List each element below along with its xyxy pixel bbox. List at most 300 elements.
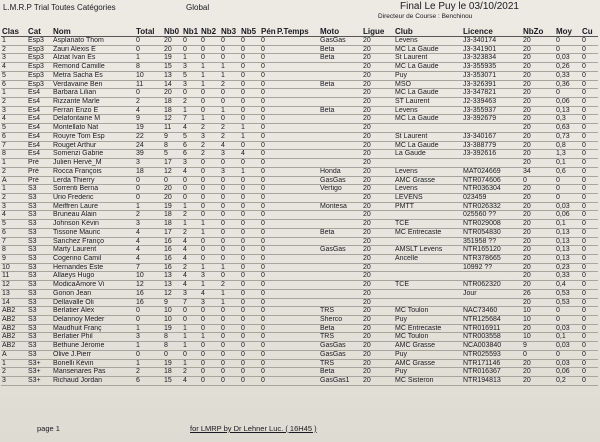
cell-nb1: 7 [182, 115, 200, 124]
cell-nb0: 9 [163, 132, 182, 141]
cell-total: 12 [135, 281, 163, 290]
cell-nb5: 0 [240, 63, 260, 72]
cell-moto [319, 220, 362, 229]
cell-total: 0 [135, 176, 163, 185]
cell-total: 10 [135, 272, 163, 281]
col-header-pen: Pén [261, 26, 276, 36]
cell-moto [319, 115, 362, 124]
cell-nb5: 0 [240, 159, 260, 168]
cell-total: 0 [135, 45, 163, 54]
cell-clas: AB2 [1, 324, 27, 333]
cell-club [394, 237, 462, 246]
cell-moto: Honda [319, 167, 362, 176]
cell-nbzo: 20 [522, 263, 555, 272]
col-header-total: Total [135, 26, 163, 37]
cell-nbzo: 20 [522, 159, 555, 168]
cell-moy: 0 [555, 316, 581, 325]
cell-nb3: 1 [220, 71, 240, 80]
cell-licence: NTR171146 [462, 359, 522, 368]
cell-cu: 0 [581, 150, 598, 159]
cell-ptemps [276, 324, 319, 333]
cell-cat: Es4 [27, 124, 52, 133]
cell-ptemps [276, 98, 319, 107]
cell-moy: 0,6 [555, 167, 581, 176]
cell-cat: Es4 [27, 150, 52, 159]
cell-nb5: 0 [240, 307, 260, 316]
cell-moy: 0 [555, 37, 581, 46]
cell-nb3: 0 [220, 98, 240, 107]
cell-nb0: 5 [163, 150, 182, 159]
cell-ligue: 20 [362, 246, 394, 255]
cell-clas: 10 [1, 263, 27, 272]
cell-nb5: 0 [240, 80, 260, 89]
col-header-nb3: Nb3 [220, 26, 240, 37]
cell-ligue: 20 [362, 359, 394, 368]
cell-cu: 0 [581, 167, 598, 176]
cell-ligue: 20 [362, 254, 394, 263]
table-row [1, 263, 598, 272]
cell-total: 16 [135, 298, 163, 307]
cell-moy: 0,03 [555, 324, 581, 333]
cell-licence: J3-353071 [462, 71, 522, 80]
cell-nbzo: 20 [522, 324, 555, 333]
cell-nom: Delafontaine M [52, 115, 135, 124]
cell-ligue: 20 [362, 106, 394, 115]
cell-ligue: 20 [362, 228, 394, 237]
cell-nb2: 0 [200, 159, 220, 168]
cell-moy: 0,1 [555, 220, 581, 229]
cell-cu: 0 [581, 350, 598, 359]
cell-moto: Beta [319, 368, 362, 377]
cell-ptemps [276, 141, 319, 150]
cell-nbzo: 20 [522, 368, 555, 377]
cell-nb2: 1 [200, 228, 220, 237]
cell-moy: 0,03 [555, 54, 581, 63]
table-row [1, 167, 598, 176]
cell-nb0: 18 [163, 98, 182, 107]
cell-clas: 2 [1, 45, 27, 54]
cell-ligue: 20 [362, 307, 394, 316]
cell-total: 2 [135, 98, 163, 107]
cell-nb1: 3 [182, 63, 200, 72]
cell-moto [319, 98, 362, 107]
cell-cat: Esp3 [27, 80, 52, 89]
cell-nom: Bethune Jérome [52, 342, 135, 351]
cell-ligue: 20 [362, 202, 394, 211]
cell-nbzo: 20 [522, 211, 555, 220]
cell-ligue: 20 [362, 71, 394, 80]
cell-clas: 5 [1, 71, 27, 80]
cell-clas: 1 [1, 37, 27, 46]
cell-nb1: 4 [182, 254, 200, 263]
cell-clas: A [1, 350, 27, 359]
cell-clas: AB2 [1, 307, 27, 316]
cell-nb3: 2 [220, 80, 240, 89]
cell-nb2: 0 [200, 176, 220, 185]
cell-licence: NTR378665 [462, 254, 522, 263]
table-row [1, 237, 598, 246]
col-header-moy: Moy [555, 26, 581, 37]
cell-moy: 0,06 [555, 368, 581, 377]
cell-club: AMSLT Levens [394, 246, 462, 255]
cell-licence: J3-392616 [462, 150, 522, 159]
cell-ptemps [276, 272, 319, 281]
cell-ligue: 20 [362, 150, 394, 159]
cell-club: Levens [394, 37, 462, 46]
cell-cat: S3 [27, 211, 52, 220]
cell-nb5: 0 [240, 377, 260, 386]
cell-ptemps [276, 368, 319, 377]
cell-nbzo: 20 [522, 98, 555, 107]
cell-nbzo: 10 [522, 307, 555, 316]
cell-total: 4 [135, 106, 163, 115]
table-row [1, 377, 598, 386]
cell-nb0: 12 [163, 289, 182, 298]
cell-cat: Esp3 [27, 54, 52, 63]
cell-nb3: 0 [220, 246, 240, 255]
cell-nom: Somenzi Gabrie [52, 150, 135, 159]
cell-moy: 0,23 [555, 263, 581, 272]
cell-ptemps [276, 132, 319, 141]
cell-nb2: 0 [200, 89, 220, 98]
cell-moto [319, 150, 362, 159]
cell-ligue: 20 [362, 159, 394, 168]
cell-ligue: 20 [362, 37, 394, 46]
cell-pen: 0 [260, 237, 276, 246]
cell-nb2: 0 [200, 368, 220, 377]
cell-clas: 5 [1, 124, 27, 133]
cell-cat: Es4 [27, 98, 52, 107]
cell-moy: 0,13 [555, 246, 581, 255]
cell-nb3: 0 [220, 228, 240, 237]
cell-nb1: 2 [182, 211, 200, 220]
cell-nom: Maudhuit Franç [52, 324, 135, 333]
cell-nbzo: 0 [522, 350, 555, 359]
category-title: Global [186, 3, 210, 12]
cell-moto [319, 298, 362, 307]
cell-nb5: 0 [240, 98, 260, 107]
cell-total: 0 [135, 185, 163, 194]
cell-nb5: 0 [240, 368, 260, 377]
cell-nbzo: 20 [522, 246, 555, 255]
cell-nb0: 18 [163, 220, 182, 229]
cell-licence: J3-341901 [462, 45, 522, 54]
cell-moto: GasGas [319, 246, 362, 255]
cell-pen: 0 [260, 246, 276, 255]
cell-nb3: 2 [220, 281, 240, 290]
cell-nb3: 0 [220, 193, 240, 202]
cell-nbzo: 20 [522, 237, 555, 246]
cell-nb1: 4 [182, 281, 200, 290]
table-row [1, 124, 598, 133]
cell-total: 7 [135, 263, 163, 272]
cell-nb3: 1 [220, 289, 240, 298]
cell-nb5: 0 [240, 342, 260, 351]
cell-nb2: 0 [200, 342, 220, 351]
cell-clas: 4 [1, 63, 27, 72]
cell-nb3: 0 [220, 368, 240, 377]
cell-nb5: 0 [240, 45, 260, 54]
cell-cat: S3 [27, 185, 52, 194]
cell-cu: 0 [581, 298, 598, 307]
cell-nom: Rouget Arthur [52, 141, 135, 150]
cell-nb5: 0 [240, 71, 260, 80]
cell-cu: 0 [581, 202, 598, 211]
cell-nbzo: 20 [522, 45, 555, 54]
cell-nb3: 0 [220, 176, 240, 185]
cell-moto [319, 132, 362, 141]
col-header-nb5: Nb5 [240, 26, 260, 37]
cell-clas: 3 [1, 54, 27, 63]
table-row [1, 98, 598, 107]
cell-licence: NAC73460 [462, 307, 522, 316]
cell-club: Puy [394, 71, 462, 80]
cell-licence [462, 272, 522, 281]
cell-total: 0 [135, 316, 163, 325]
cell-ligue: 20 [362, 211, 394, 220]
cell-clas: 4 [1, 211, 27, 220]
cell-nb0: 20 [163, 89, 182, 98]
cell-ptemps [276, 228, 319, 237]
cell-pen: 0 [260, 63, 276, 72]
cell-pen: 0 [260, 281, 276, 290]
cell-nbzo: 20 [522, 63, 555, 72]
cell-cu: 0 [581, 377, 598, 386]
cell-total: 22 [135, 132, 163, 141]
cell-ligue: 20 [362, 272, 394, 281]
cell-clas: AB2 [1, 316, 27, 325]
cell-nom: Rouyre Tom Esp [52, 132, 135, 141]
cell-ptemps [276, 89, 319, 98]
cell-clas: 1 [1, 159, 27, 168]
cell-nb5: 0 [240, 289, 260, 298]
cell-nb2: 0 [200, 193, 220, 202]
cell-moy: 0,13 [555, 237, 581, 246]
cell-cu: 0 [581, 254, 598, 263]
cell-moy: 0,53 [555, 289, 581, 298]
cell-nb5: 0 [240, 115, 260, 124]
cell-cu: 0 [581, 272, 598, 281]
cell-nb5: 0 [240, 272, 260, 281]
cell-nbzo: 20 [522, 124, 555, 133]
cell-club [394, 289, 462, 298]
cell-moto [319, 254, 362, 263]
cell-pen: 0 [260, 37, 276, 46]
cell-nb5: 0 [240, 237, 260, 246]
cell-clas: 14 [1, 298, 27, 307]
cell-ligue: 20 [362, 289, 394, 298]
cell-nb0: 18 [163, 211, 182, 220]
cell-nbzo: 9 [522, 342, 555, 351]
cell-nb3: 0 [220, 254, 240, 263]
cell-nb5: 0 [240, 220, 260, 229]
cell-nb5: 0 [240, 316, 260, 325]
cell-ptemps [276, 333, 319, 342]
cell-nb0: 19 [163, 359, 182, 368]
cell-pen: 0 [260, 289, 276, 298]
cell-nb2: 0 [200, 54, 220, 63]
cell-licence: NTR054830 [462, 228, 522, 237]
table-row [1, 298, 598, 307]
cell-licence [462, 298, 522, 307]
cell-club: LEVENS [394, 193, 462, 202]
cell-ligue: 20 [362, 237, 394, 246]
cell-nb2: 1 [200, 263, 220, 272]
cell-cu: 0 [581, 115, 598, 124]
cell-cat: Esp3 [27, 71, 52, 80]
cell-clas: 13 [1, 289, 27, 298]
cell-nb5: 0 [240, 141, 260, 150]
cell-nb2: 2 [200, 150, 220, 159]
col-header-moto: Moto [319, 26, 362, 37]
table-row [1, 350, 598, 359]
cell-ligue: 20 [362, 115, 394, 124]
cell-pen: 0 [260, 272, 276, 281]
cell-licence: NTR036304 [462, 185, 522, 194]
cell-cat: Es4 [27, 89, 52, 98]
cell-nbzo: 20 [522, 272, 555, 281]
cell-nb0: 20 [163, 37, 182, 46]
cell-nom: Olive J.Pierr [52, 350, 135, 359]
cell-ptemps [276, 176, 319, 185]
cell-clas: 2 [1, 368, 27, 377]
results-body [1, 37, 598, 386]
cell-nb2: 0 [200, 316, 220, 325]
cell-nb1: 1 [182, 333, 200, 342]
cell-moto [319, 263, 362, 272]
cell-ptemps [276, 45, 319, 54]
cell-club [394, 211, 462, 220]
cell-licence: NTR026332 [462, 202, 522, 211]
cell-nb0: 19 [163, 54, 182, 63]
cell-cu: 0 [581, 246, 598, 255]
table-row [1, 342, 598, 351]
cell-nb3: 0 [220, 333, 240, 342]
cell-club: Puy [394, 316, 462, 325]
cell-clas: 2 [1, 193, 27, 202]
col-header-nb0: Nb0 [163, 26, 182, 37]
cell-nb3: 0 [220, 89, 240, 98]
cell-clas: 1 [1, 89, 27, 98]
cell-nb5: 0 [240, 359, 260, 368]
cell-club: Levens [394, 106, 462, 115]
cell-club: La Gaude [394, 150, 462, 159]
cell-nb3: 0 [220, 377, 240, 386]
cell-licence: J3-326391 [462, 80, 522, 89]
cell-nb5: 4 [240, 150, 260, 159]
cell-moto [319, 237, 362, 246]
cell-nb3: 1 [220, 263, 240, 272]
cell-cu: 0 [581, 316, 598, 325]
cell-cat: Esp3 [27, 37, 52, 46]
cell-nb1: 4 [182, 246, 200, 255]
cell-nb2: 3 [200, 272, 220, 281]
cell-licence: NCA003840 [462, 342, 522, 351]
table-row [1, 89, 598, 98]
cell-clas: 11 [1, 272, 27, 281]
col-header-nbzo: NbZo [522, 26, 555, 37]
cell-nb3: 0 [220, 324, 240, 333]
cell-cat: S3 [27, 237, 52, 246]
cell-moto: Montesa [319, 202, 362, 211]
cell-nb0: 15 [163, 377, 182, 386]
cell-pen: 0 [260, 98, 276, 107]
cell-nb0: 19 [163, 324, 182, 333]
cell-ptemps [276, 281, 319, 290]
cell-licence: NTR029008 [462, 220, 522, 229]
cell-clas: 3 [1, 106, 27, 115]
cell-moy: 0,53 [555, 298, 581, 307]
cell-cu: 0 [581, 220, 598, 229]
cell-moy: 0 [555, 89, 581, 98]
cell-nb3: 3 [220, 150, 240, 159]
cell-moto [319, 272, 362, 281]
cell-club: Puy [394, 350, 462, 359]
cell-moto: Beta [319, 80, 362, 89]
cell-pen: 0 [260, 150, 276, 159]
cell-nom: Johnson Kévin [52, 220, 135, 229]
cell-licence: Jour [462, 289, 522, 298]
cell-nb1: 0 [182, 37, 200, 46]
cell-nb2: 1 [200, 115, 220, 124]
cell-pen: 0 [260, 342, 276, 351]
cell-nb1: 3 [182, 159, 200, 168]
cell-licence: NTR194813 [462, 377, 522, 386]
cell-cat: S3 [27, 254, 52, 263]
cell-ptemps [276, 54, 319, 63]
cell-nom: Mansenares Pas [52, 368, 135, 377]
cell-nb3: 3 [220, 167, 240, 176]
cell-nom: Rocca François [52, 167, 135, 176]
cell-licence: 10992 ?? [462, 263, 522, 272]
cell-nom: Alziat Ivan Es [52, 54, 135, 63]
cell-ligue: 20 [362, 185, 394, 194]
cell-ptemps [276, 71, 319, 80]
cell-cu: 0 [581, 368, 598, 377]
cell-nbzo: 10 [522, 316, 555, 325]
cell-nb3: 2 [220, 124, 240, 133]
table-row [1, 115, 598, 124]
cell-total: 6 [135, 377, 163, 386]
cell-cu: 0 [581, 333, 598, 342]
cell-nb2: 0 [200, 37, 220, 46]
cell-nbzo: 20 [522, 54, 555, 63]
cell-nb3: 0 [220, 185, 240, 194]
cell-ligue: 20 [362, 316, 394, 325]
cell-cat: S3 [27, 228, 52, 237]
cell-total: 1 [135, 54, 163, 63]
cell-moy: 0,03 [555, 202, 581, 211]
cell-nbzo: 20 [522, 193, 555, 202]
cell-pen: 0 [260, 45, 276, 54]
cell-nb3: 0 [220, 211, 240, 220]
cell-pen: 0 [260, 316, 276, 325]
cell-ligue: 20 [362, 281, 394, 290]
cell-moto [319, 124, 362, 133]
cell-moto [319, 63, 362, 72]
table-row [1, 289, 598, 298]
cell-moy: 0,1 [555, 159, 581, 168]
cell-club: MC Entrecaste [394, 324, 462, 333]
cell-cat: S3 [27, 202, 52, 211]
cell-nb1: 0 [182, 89, 200, 98]
cell-nb3: 0 [220, 159, 240, 168]
table-row [1, 159, 598, 168]
page-number: page 1 [37, 424, 60, 433]
cell-moy: 0 [555, 176, 581, 185]
cell-ptemps [276, 150, 319, 159]
cell-moy: 0,73 [555, 132, 581, 141]
